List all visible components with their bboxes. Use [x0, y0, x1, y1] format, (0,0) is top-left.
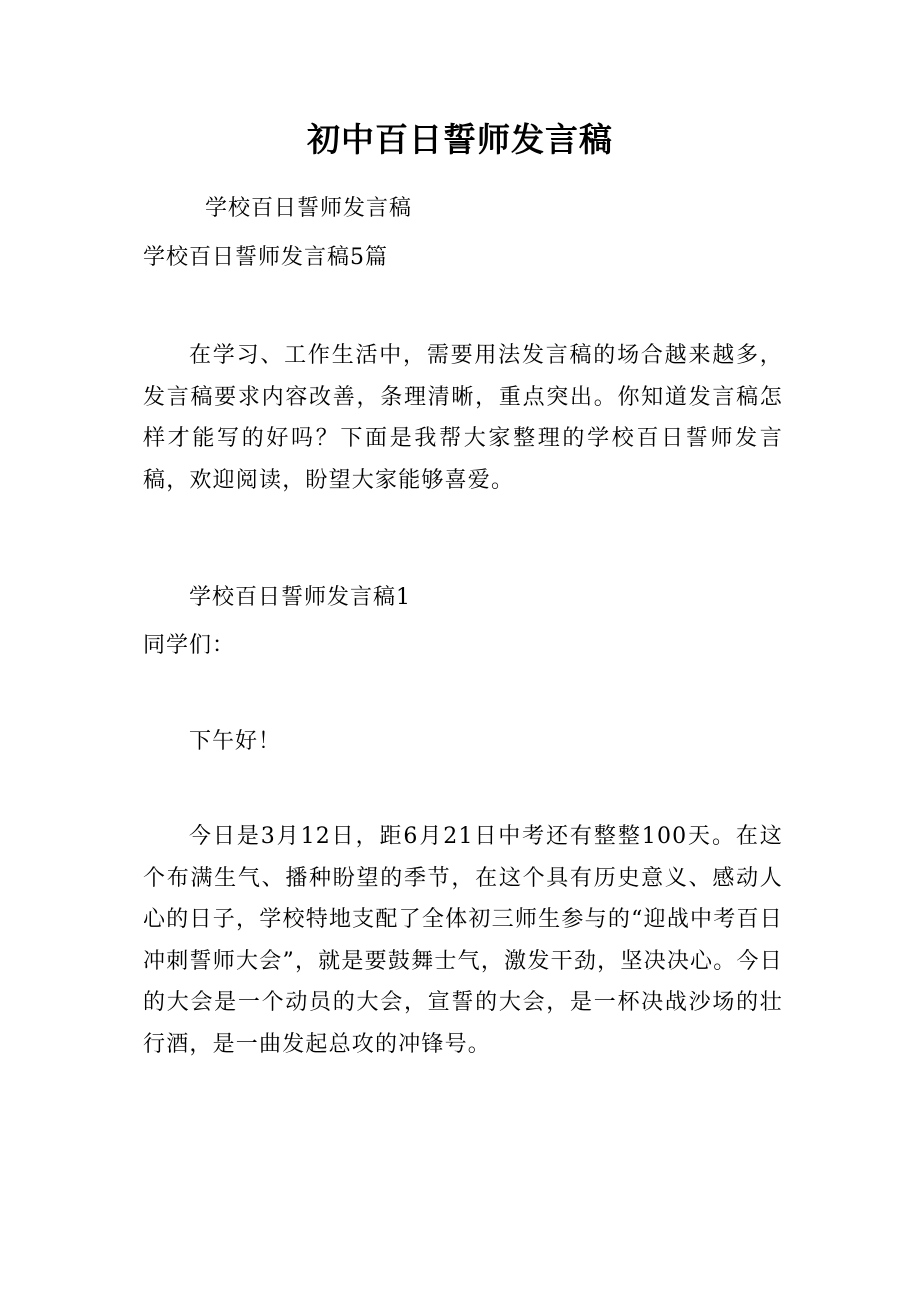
greeting: 下午好！: [189, 729, 282, 754]
intro-paragraph: 在学习、工作生活中，需要用法发言稿的场合越来越多，发言稿要求内容改善，条理清晰，重点突出。你知道发言稿怎样才能写的好吗？下面是我帮大家整理的学校百日誓师发言稿，欢迎阅读，盼望大家能够喜爱。: [143, 343, 783, 493]
document-title: 初中百日誓师发言稿: [307, 120, 613, 159]
document-subtitle: 学校百日誓师发言稿: [205, 196, 413, 221]
collection-heading: 学校百日誓师发言稿5篇: [143, 245, 388, 270]
body-paragraph: 今日是3月12日，距6月21日中考还有整整100天。在这个布满生气、播种盼望的季节，在这个具有历史意义、感动人心的日子，学校特地支配了全体初三师生参与的“迎战中考百日冲刺誓师大会”，就是要鼓舞士气，激发干劲，坚决决心。今日的大会是一个动员的大会，宣誓的大会，是一杯决战沙场的壮行酒，是一曲发起总攻的冲锋号。: [143, 824, 783, 1057]
section-heading: 学校百日誓师发言稿1: [189, 585, 411, 610]
salutation: 同学们：: [143, 633, 236, 658]
